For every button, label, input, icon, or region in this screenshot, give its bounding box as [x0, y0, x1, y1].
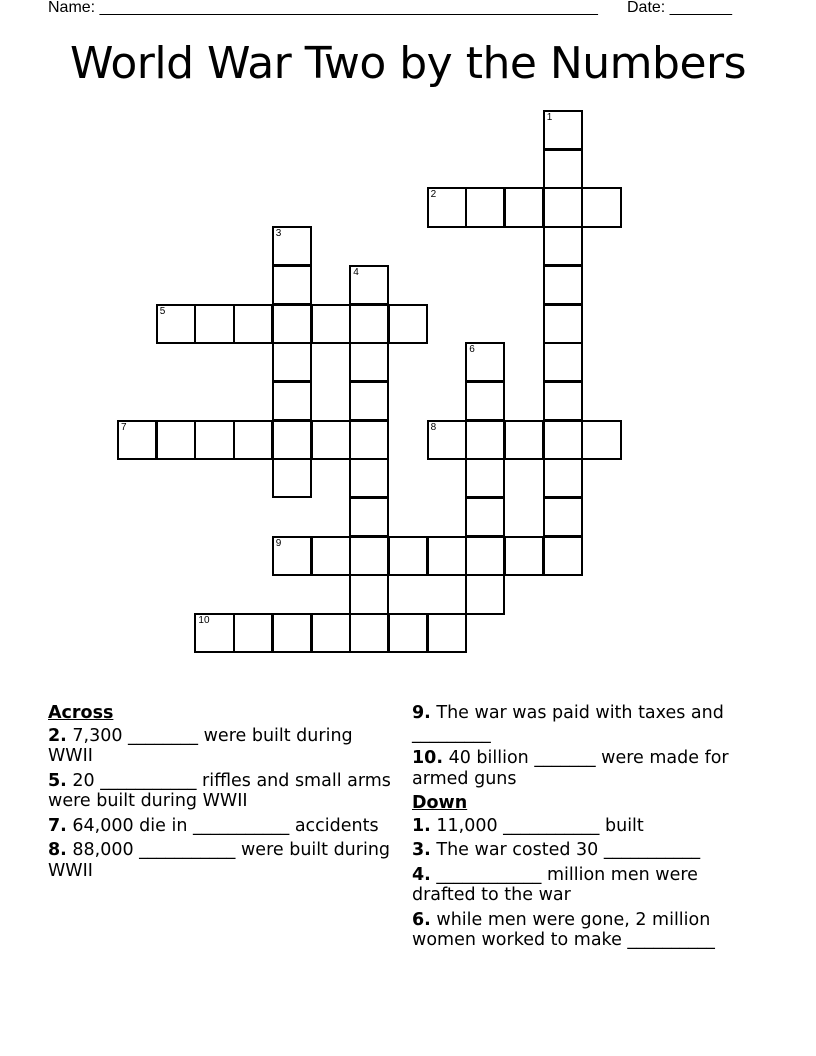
grid-cell[interactable] [349, 420, 389, 460]
grid-cell[interactable] [349, 536, 389, 576]
grid-cell[interactable] [311, 304, 351, 344]
clue-number: 8. [48, 840, 67, 860]
clue-text: ____________ million men were drafted to the war [412, 864, 698, 905]
grid-cell[interactable] [388, 613, 428, 653]
grid-cell[interactable] [465, 574, 505, 614]
clue-text: 88,000 ___________ were built during WWII [48, 840, 391, 881]
grid-cell[interactable] [543, 226, 583, 266]
grid-cell[interactable] [349, 574, 389, 614]
grid-cell[interactable] [465, 458, 505, 498]
clue-down-3 [412, 840, 762, 861]
grid-cell[interactable] [311, 613, 351, 653]
grid-cell[interactable] [504, 420, 544, 460]
grid-cell[interactable] [349, 304, 389, 344]
clue-across-8 [48, 840, 393, 881]
grid-cell[interactable] [465, 187, 505, 227]
clues-right-column [412, 703, 762, 955]
clue-text: 7,300 ________ were built during WWII [48, 725, 353, 766]
clue-across-5 [48, 771, 393, 812]
clue-across-10 [412, 748, 762, 789]
grid-cell[interactable] [543, 342, 583, 382]
grid-cell[interactable] [194, 304, 234, 344]
grid-cell[interactable] [272, 226, 312, 266]
clue-text: 20 ___________ riffles and small arms were built during WWII [48, 770, 391, 811]
clue-text: 11,000 ___________ built [430, 815, 644, 836]
grid-cell[interactable] [465, 420, 505, 460]
cell-number: 2 [430, 189, 437, 201]
grid-cell[interactable] [272, 381, 312, 421]
grid-cell[interactable] [272, 420, 312, 460]
grid-cell[interactable] [272, 613, 312, 653]
cell-number: 9 [275, 537, 282, 549]
clue-text: The war was paid with taxes and _________ [412, 703, 724, 744]
grid-cell[interactable] [349, 497, 389, 537]
grid-cell[interactable] [349, 613, 389, 653]
clue-number: 10. [412, 748, 444, 768]
grid-cell[interactable] [543, 420, 583, 460]
cell-number: 3 [275, 228, 282, 240]
grid-cell[interactable] [543, 265, 583, 305]
grid-cell[interactable] [543, 110, 583, 150]
grid-cell[interactable] [543, 381, 583, 421]
clue-down-1 [412, 816, 762, 837]
grid-cell[interactable] [504, 187, 544, 227]
across-heading: Across [48, 703, 114, 723]
clue-text: 64,000 die in ___________ accidents [66, 815, 379, 836]
grid-cell[interactable] [427, 420, 467, 460]
cell-number: 5 [159, 305, 166, 317]
grid-cell[interactable] [427, 536, 467, 576]
clue-across-7 [48, 816, 393, 837]
cell-number: 1 [546, 112, 553, 123]
clue-number: 4. [412, 864, 431, 885]
clue-number: 2. [48, 725, 67, 746]
grid-cell[interactable] [311, 420, 351, 460]
clue-number: 3. [412, 840, 431, 860]
clues-left-column [48, 703, 393, 885]
grid-cell[interactable] [465, 381, 505, 421]
clue-across-2 [48, 726, 393, 767]
cell-number: 10 [198, 615, 210, 627]
grid-cell[interactable] [349, 342, 389, 382]
grid-cell[interactable] [581, 187, 621, 227]
grid-cell[interactable] [233, 420, 273, 460]
grid-cell[interactable] [581, 420, 621, 460]
grid-cell[interactable] [543, 458, 583, 498]
clue-text: while men were gone, 2 million women worked to make __________ [412, 909, 715, 950]
grid-cell[interactable] [349, 381, 389, 421]
grid-cell[interactable] [233, 613, 273, 653]
grid-cell[interactable] [272, 304, 312, 344]
grid-cell[interactable] [388, 304, 428, 344]
grid-cell[interactable] [272, 458, 312, 498]
cell-number: 4 [353, 266, 359, 278]
down-heading: Down [412, 793, 468, 813]
grid-cell[interactable] [349, 458, 389, 498]
grid-cell[interactable] [194, 613, 234, 653]
cell-number: 7 [121, 421, 127, 433]
grid-cell[interactable] [427, 613, 467, 653]
grid-cell[interactable] [233, 304, 273, 344]
grid-cell[interactable] [504, 536, 544, 576]
grid-cell[interactable] [272, 265, 312, 305]
grid-cell[interactable] [543, 149, 583, 189]
grid-cell[interactable] [543, 304, 583, 344]
clue-number: 5. [48, 770, 67, 791]
clue-number: 7. [48, 815, 67, 836]
grid-cell[interactable] [388, 536, 428, 576]
grid-cell[interactable] [311, 536, 351, 576]
grid-cell[interactable] [465, 536, 505, 576]
grid-cell[interactable] [272, 342, 312, 382]
date-field[interactable]: Date: _______ [627, 0, 732, 16]
clue-text: The war costed 30 ___________ [430, 840, 701, 860]
page-title: World War Two by the Numbers [69, 38, 747, 89]
grid-cell[interactable] [427, 187, 467, 227]
grid-cell[interactable] [465, 342, 505, 382]
grid-cell[interactable] [465, 497, 505, 537]
grid-cell[interactable] [349, 265, 389, 305]
grid-cell[interactable] [117, 420, 157, 460]
grid-cell[interactable] [543, 536, 583, 576]
clue-text: 40 billion _______ were made for armed guns [412, 748, 729, 789]
name-field[interactable]: Name: ________________________________________________________ [48, 0, 598, 16]
clue-down-6 [412, 910, 762, 951]
grid-cell[interactable] [156, 420, 196, 460]
grid-cell[interactable] [543, 187, 583, 227]
grid-cell[interactable] [543, 497, 583, 537]
grid-cell[interactable] [194, 420, 234, 460]
grid-cell[interactable] [272, 536, 312, 576]
grid-cell[interactable] [156, 304, 196, 344]
clue-number: 6. [412, 909, 431, 930]
cell-number: 6 [469, 344, 475, 356]
clue-number: 9. [412, 703, 431, 723]
clue-down-4 [412, 865, 762, 906]
cell-number: 8 [430, 421, 437, 433]
clue-across-9 [412, 703, 762, 744]
clue-number: 1. [412, 815, 431, 836]
